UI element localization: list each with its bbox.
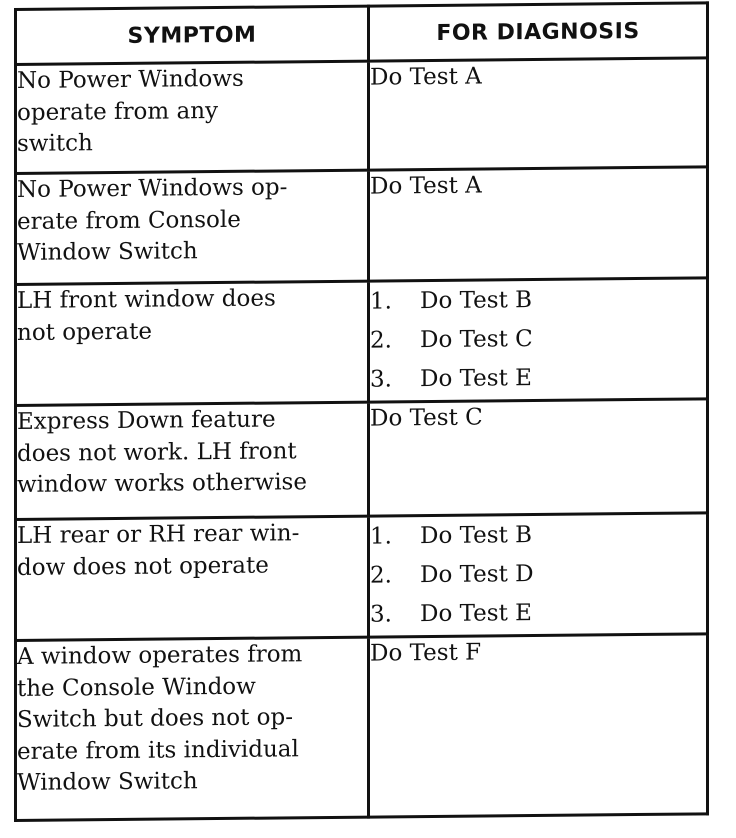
table-row (16, 167, 708, 285)
table-row (16, 399, 708, 520)
table-row (16, 58, 708, 174)
diagnosis-step (370, 357, 706, 399)
step-text: Do Test E (420, 365, 532, 393)
diagnosis-cell: Do Test C (369, 399, 708, 516)
step-number: 2. (370, 562, 392, 589)
diagnosis-step (370, 279, 706, 321)
diagnosis-steps (370, 514, 706, 634)
diagnosis-step (370, 553, 706, 595)
step-number: 2. (370, 327, 392, 354)
table-row (16, 513, 708, 641)
symptom-cell: No Power Windows op- erate from Console Window Switch (16, 170, 369, 284)
step-text: Do Test E (420, 600, 532, 628)
symptom-cell: No Power Windows operate from any switch (16, 61, 369, 173)
symptom-cell: A window operates from the Console Window Switch but does not op- erate from its individual Window Switch (16, 637, 369, 820)
diagnosis-step (370, 318, 706, 360)
diagnosis-column-header: FOR DIAGNOSIS (369, 3, 708, 61)
symptom-cell: LH rear or RH rear win- dow does not operate (16, 516, 369, 640)
table-row (16, 278, 708, 406)
diagnosis-steps (370, 279, 706, 399)
diagnosis-cell (369, 513, 708, 637)
diagnosis-step (370, 514, 706, 556)
table-header-row (16, 3, 708, 65)
step-number: 1. (370, 523, 392, 550)
symptom-cell: Express Down feature does not work. LH front window works otherwise (16, 402, 369, 519)
step-number: 3. (370, 366, 392, 393)
diagnosis-step (370, 592, 706, 634)
step-text: Do Test D (420, 561, 534, 589)
step-text: Do Test B (420, 522, 533, 550)
table-row (16, 634, 708, 821)
step-text: Do Test B (420, 287, 533, 315)
step-number: 1. (370, 288, 392, 315)
symptom-cell: LH front window does not operate (16, 281, 369, 405)
diagnosis-cell: Do Test A (369, 167, 708, 281)
diagnosis-cell: Do Test F (369, 634, 708, 817)
symptom-column-header: SYMPTOM (16, 6, 369, 64)
step-number: 3. (370, 601, 392, 628)
diagnosis-cell: Do Test A (369, 58, 708, 170)
step-text: Do Test C (420, 326, 533, 354)
diagnosis-cell (369, 278, 708, 402)
diagnosis-table (14, 1, 709, 822)
